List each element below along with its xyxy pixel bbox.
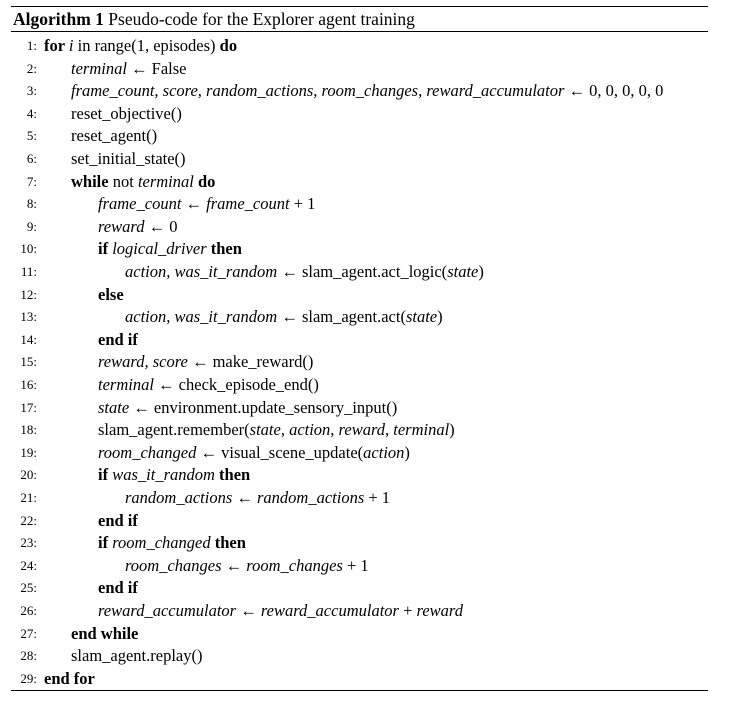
code-text: ← make_reward() xyxy=(187,352,314,372)
line-number: 9: xyxy=(26,218,37,234)
code-text: ) xyxy=(478,262,484,281)
algorithm-line xyxy=(0,80,734,102)
algorithm-line xyxy=(0,668,734,690)
line-code xyxy=(71,645,202,667)
algorithm-line xyxy=(0,532,734,554)
line-number: 8: xyxy=(26,196,37,212)
line-code xyxy=(98,284,124,306)
algorithm-line xyxy=(0,193,734,215)
line-code xyxy=(71,623,138,645)
line-code xyxy=(98,442,410,464)
keyword: end for xyxy=(44,668,95,688)
line-number: 18: xyxy=(20,422,37,438)
line-code xyxy=(98,193,315,215)
variable: state xyxy=(98,397,130,417)
line-number: 2: xyxy=(26,60,37,76)
code-text: + xyxy=(398,601,417,620)
line-code xyxy=(71,103,182,125)
line-number: 12: xyxy=(20,286,37,302)
code-text: ← 0, 0, 0, 0, 0 xyxy=(564,81,664,101)
line-code xyxy=(98,510,138,532)
keyword: else xyxy=(98,284,124,304)
variable: was_it_random xyxy=(112,465,215,485)
line-code xyxy=(98,577,138,599)
variable: state xyxy=(447,262,479,281)
code-text: ) xyxy=(449,420,455,440)
line-code xyxy=(44,668,95,690)
variable: reward xyxy=(98,216,145,236)
line-code xyxy=(71,125,157,147)
algorithm-line xyxy=(0,216,734,238)
variable: logical_driver xyxy=(112,239,207,259)
line-code xyxy=(98,351,313,373)
line-number: 16: xyxy=(20,377,37,392)
algorithm-line xyxy=(0,397,734,419)
variable: state, action, reward, terminal xyxy=(249,420,450,440)
keyword: end while xyxy=(71,623,139,643)
code-text: ← slam_agent.act_logic( xyxy=(277,262,448,281)
line-code xyxy=(71,80,663,102)
variable: terminal xyxy=(137,171,194,191)
line-code xyxy=(71,58,187,80)
line-number: 15: xyxy=(20,354,37,370)
line-number: 26: xyxy=(20,603,37,618)
keyword: if xyxy=(98,465,113,485)
line-code xyxy=(98,216,177,238)
line-number: 29: xyxy=(20,670,37,686)
algorithm-line xyxy=(0,351,734,373)
algorithm-label: Algorithm 1 xyxy=(13,9,104,29)
variable: action, was_it_random xyxy=(125,307,278,327)
keyword: do xyxy=(193,171,216,191)
line-number: 24: xyxy=(20,557,37,573)
code-text: in range(1, episodes) xyxy=(73,36,220,55)
line-number: 25: xyxy=(20,580,37,596)
line-code xyxy=(44,35,237,57)
code-text: ) xyxy=(437,307,443,327)
algorithm-top-rule xyxy=(11,6,708,7)
keyword: do xyxy=(219,36,238,55)
variable: action xyxy=(363,442,405,462)
keyword: while xyxy=(71,171,113,191)
algorithm-bottom-rule xyxy=(11,690,708,691)
line-code xyxy=(98,329,138,351)
line-number: 20: xyxy=(20,467,37,483)
algorithm-line xyxy=(0,419,734,441)
variable: room_changes xyxy=(125,555,222,575)
variable: room_changed xyxy=(98,442,197,462)
line-code xyxy=(98,600,463,622)
code-text: slam_agent.replay() xyxy=(71,646,203,666)
code-text: reset_objective() xyxy=(71,103,182,123)
line-code xyxy=(125,261,484,283)
variable: reward_accumulator xyxy=(260,601,399,620)
algorithm-line xyxy=(0,555,734,577)
code-text: ← slam_agent.act( xyxy=(277,307,406,327)
keyword: end if xyxy=(98,510,138,530)
line-number: 1: xyxy=(26,38,37,53)
algorithm-line xyxy=(0,577,734,599)
line-code xyxy=(71,148,186,170)
line-number: 27: xyxy=(20,625,37,641)
variable: reward, score xyxy=(98,352,188,372)
keyword: if xyxy=(98,239,113,259)
variable: terminal xyxy=(98,375,154,394)
variable: frame_count xyxy=(206,194,290,214)
code-text: ← False xyxy=(126,58,187,78)
variable: random_actions xyxy=(257,488,365,507)
line-number: 3: xyxy=(26,83,37,99)
code-text: slam_agent.remember( xyxy=(98,420,250,440)
code-text: ← environment.update_sensory_input() xyxy=(129,397,398,417)
line-number: 6: xyxy=(26,151,37,166)
line-code xyxy=(98,419,455,441)
code-text: reset_agent() xyxy=(71,126,158,146)
code-text: ← visual_scene_update( xyxy=(196,442,364,462)
variable: room_changes xyxy=(246,555,343,575)
line-number: 13: xyxy=(20,309,37,325)
algorithm-line xyxy=(0,329,734,351)
code-text: + 1 xyxy=(364,488,391,507)
algorithm-line xyxy=(0,600,734,622)
code-text: ← check_episode_end() xyxy=(153,375,319,394)
line-number: 4: xyxy=(26,105,37,121)
line-number: 5: xyxy=(26,128,37,144)
algorithm-line xyxy=(0,645,734,667)
variable: random_actions xyxy=(125,488,233,507)
keyword: end if xyxy=(98,578,138,598)
line-code xyxy=(98,397,397,419)
variable: frame_count, score, random_actions, room_changes, reward_accumulator xyxy=(71,81,565,101)
code-text: set_initial_state() xyxy=(71,149,186,168)
code-text: ← xyxy=(181,194,207,214)
algorithm-line xyxy=(0,171,734,193)
variable: action, was_it_random xyxy=(125,262,278,281)
line-number: 19: xyxy=(20,444,37,460)
algorithm-line xyxy=(0,238,734,260)
keyword: for xyxy=(44,36,69,55)
variable: i xyxy=(68,36,74,55)
keyword: then xyxy=(206,239,242,259)
variable: room_changed xyxy=(112,533,211,553)
code-text: ← xyxy=(221,555,247,575)
line-number: 28: xyxy=(20,648,37,664)
keyword: then xyxy=(214,465,251,485)
line-code xyxy=(125,487,390,509)
line-number: 23: xyxy=(20,535,37,551)
line-code xyxy=(71,171,215,193)
line-number: 11: xyxy=(20,264,37,279)
code-text: ← xyxy=(232,488,257,507)
line-number: 14: xyxy=(20,331,37,347)
line-code xyxy=(98,374,319,396)
line-code xyxy=(125,555,369,577)
algorithm-caption-rule xyxy=(11,31,708,32)
code-text: + 1 xyxy=(289,194,316,214)
line-code xyxy=(98,238,242,260)
algorithm-line xyxy=(0,103,734,125)
line-number: 17: xyxy=(20,399,37,415)
algorithm-line xyxy=(0,261,734,283)
code-text: not xyxy=(112,171,138,191)
algorithm-title: Pseudo-code for the Explorer agent training xyxy=(108,9,415,29)
keyword: if xyxy=(98,533,113,553)
keyword: end if xyxy=(98,329,138,349)
line-number: 7: xyxy=(26,173,37,189)
variable: frame_count xyxy=(98,194,182,214)
algorithm-line xyxy=(0,306,734,328)
algorithm-line xyxy=(0,148,734,170)
code-text: ← xyxy=(236,601,261,620)
algorithm-caption xyxy=(13,9,415,29)
algorithm-line xyxy=(0,623,734,645)
variable: terminal xyxy=(71,58,127,78)
algorithm-line xyxy=(0,58,734,80)
variable: reward_accumulator xyxy=(98,601,237,620)
line-code xyxy=(98,532,246,554)
algorithm-line xyxy=(0,510,734,532)
variable: state xyxy=(405,307,438,327)
keyword: then xyxy=(210,533,246,553)
code-text: ) xyxy=(404,442,410,462)
line-number: 10: xyxy=(20,241,37,257)
algorithm-line xyxy=(0,374,734,396)
code-text: ← 0 xyxy=(144,216,178,236)
line-code xyxy=(125,306,443,328)
code-text: + 1 xyxy=(342,555,369,575)
algorithm-line xyxy=(0,284,734,306)
line-number: 21: xyxy=(20,490,37,505)
algorithm-line xyxy=(0,442,734,464)
line-number: 22: xyxy=(20,512,37,528)
algorithm-line xyxy=(0,125,734,147)
algorithm-line xyxy=(0,464,734,486)
algorithm-line xyxy=(0,487,734,509)
variable: reward xyxy=(416,601,463,620)
line-code xyxy=(98,464,250,486)
algorithm-line xyxy=(0,35,734,57)
